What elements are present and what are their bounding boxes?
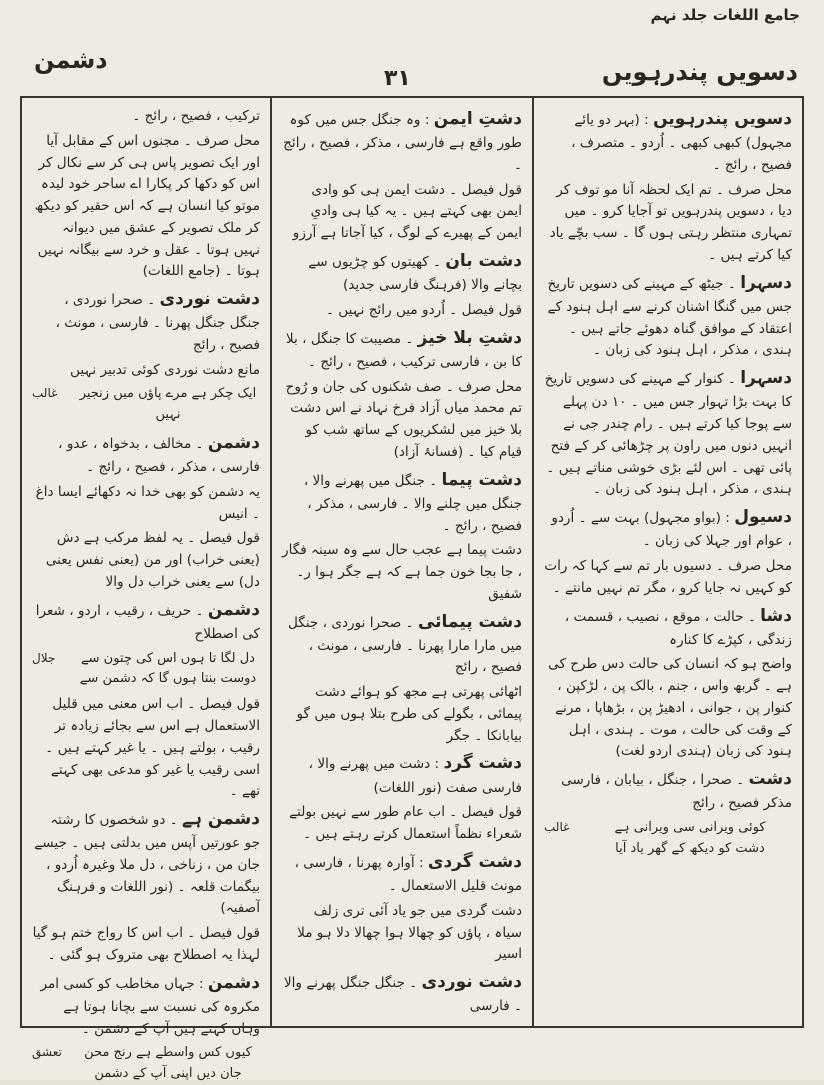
headword: دشت پیما: [441, 469, 522, 490]
body-paragraph: قول فیصل ۔ اب اس معنی میں قلیل الاستعمال ہے اس سے بجائے زیادہ تر رقیب ، بولتے ہیں ۔ یا غیر کہتے ہیں ۔ اسی رقیب یا غیر کو مدعی بھی کہتے تھے ۔: [45, 696, 260, 800]
dictionary-entry: [544, 270, 792, 362]
definition-text: ۔ کھیتوں کو چڑیوں سے بچانے والا (فرہنگ فارسی جدید): [308, 253, 522, 294]
body-paragraph: قول فیصل ۔ یہ لفظ مرکب ہے دش (یعنی خراب) اور من (یعنی نفس یعنی دل) سے یعنی خراب دل والا: [45, 530, 260, 590]
verse-line: ایک چکر ہے مرے پاؤں میں زنجیر نہیں: [79, 386, 257, 423]
body-paragraph: محل صرف ۔ صف شکنوں کی جان و رُوح تم محمد میاں آزاد فرخ نہاد نے اس دشت بلا خیز میں لشکریوں کے ساتھ شب کو قیام کیا ۔ (فسانۂ آزاد): [285, 378, 522, 460]
definition-text: ۔ صحرا نوردی ، جنگل جنگل پھرنا ۔ فارسی ، مونث ، فصیح ، رائج: [55, 292, 260, 353]
dictionary-entry: [282, 609, 522, 680]
column-right: [534, 98, 802, 1026]
verse-couplet: [32, 649, 260, 691]
dictionary-entry: [282, 325, 522, 374]
body-paragraph: مانع دشت نوردی کوئی تدبیر نہیں: [69, 361, 260, 378]
headword: دشمن: [207, 599, 260, 620]
definition-text: ۔ جیٹھ کے مہینے کی دسویں تاریخ جس میں گنگا اشنان کرنے سے اہل ہنود کے اعتقاد کے موافق گناہ دھوئے جاتے ہیں ۔ ہندی ، مذکر ، اہل ہنود کی زبان ۔: [547, 275, 792, 359]
dictionary-entry: [282, 750, 522, 799]
column-frame: [20, 96, 804, 1082]
definition-text: ۔ مصیبت کا جنگل ، بلا کا بن ، فارسی ترکیب ، فصیح ، رائج ۔: [285, 330, 522, 370]
headword: دشتِ بلا خیز: [417, 327, 522, 348]
headword: دشت پیمائی: [417, 611, 522, 632]
dictionary-entry: [32, 970, 260, 1041]
headword: دسہرا: [740, 272, 792, 293]
definition-text: ۔ حالت ، موقع ، نصیب ، قسمت ، زندگی ، کپڑے کا کنارہ: [564, 608, 792, 648]
definition-text: : وہ جنگل جس میں کوہ طور واقع ہے فارسی ، مذکر ، فصیح ، رائج ۔: [283, 112, 522, 173]
definition-text: ۔ صحرا نوردی ، جنگل میں مارا مارا پھرنا ۔ فارسی ، مونث ، فصیح ، رائج: [288, 614, 522, 676]
verse-line: دشت کو دیکھ کے گھر یاد آیا: [615, 840, 765, 856]
definition-text: ۔ صحرا ، جنگل ، بیابان ، فارسی مذکر فصیح ، رائج: [561, 772, 792, 812]
body-paragraph: محل صرف ۔ دسیوں بار تم سے کہا کہ رات کو کہیں نہ جایا کرو ، مگر تم نہیں مانتے ۔: [544, 558, 792, 596]
definition-text: ۔ جنگل جنگل پھرنے والا ۔ فارسی: [283, 975, 522, 1015]
headword: دشت نوردی: [159, 289, 260, 309]
headword: دشمن: [207, 972, 260, 993]
dictionary-entry: [544, 106, 792, 177]
definition-text: : (بہر دو یائے مجہول) کبھی کبھی ۔ اُردو ۔ متصرف ، فصیح ، رائج ۔: [571, 112, 792, 173]
definition-text: : دشت میں پھرنے والا ، فارسی صفت (نور اللغات): [308, 756, 522, 796]
definition-text: ۔ کنوار کے مہینے کی دسویں تاریخ کا بہت بڑا تہوار جس میں ۔ ۱۰ دن پہلے سے پوجا کیا کرتے ہیں ۔ رام چندر جی نے انہیں دنوں میں راون پر چڑھائی کر کے فتح پائی تھی ۔ اس لئے بڑی خوشی مناتے ہیں ۔ ہندی ، مذکر ، اہل ہنود کی زبان ۔: [544, 371, 792, 498]
verse-couplet: [544, 818, 792, 860]
body-paragraph: قول فیصل ۔ دشت ایمن ہی کو وادی ایمن بھی کہتے ہیں ۔ یہ کیا ہی وادیِ ایمن کے پھیرے کے لوگ ، کیا آجاتا ہے آرزو: [292, 181, 522, 242]
dictionary-entry: [282, 969, 522, 1018]
definition-text: ۔ دو شخصوں کا رشتہ جو عورتیں آپس میں بدلتی ہیں ۔ جیسے جان من ، زناخی ، دل ملا وغیرہ اُردو ، بیگمات قلعہ ۔ (نور اللغات و فرہنگ آصفیہ): [34, 812, 260, 917]
definition-text: ۔ حریف ، رقیب ، اردو ، شعرا کی اصطلاح: [35, 602, 260, 642]
definition-text: : (بواو مجہول) بہت سے ۔ اُردو ، عوام اور جہلا کی زبان ۔: [551, 510, 792, 550]
headword: دشت نوردی: [421, 972, 522, 993]
body-paragraph: قول فیصل ۔ اب اس کا رواج ختم ہو گیا لہذا یہ اصطلاح بھی متروک ہو گئی ۔: [32, 925, 260, 963]
verse-line: کوئی ویرانی سی ویرانی ہے: [614, 820, 766, 836]
verse-line: جان دیں اپنی آپ کے دشمن: [94, 1066, 242, 1082]
verse-line: دل لگا تا ہوں اس کی چتون سے: [81, 650, 255, 666]
definition-text: ۔ مخالف ، بدخواہ ، عدو ، فارسی ، مذکر ، فصیح ، رائج ۔: [58, 436, 260, 476]
headword: دشمن ہے: [182, 809, 260, 829]
headword: دشت گرد: [443, 753, 522, 774]
dictionary-entry: [282, 106, 522, 177]
guide-word-right: دسویں پندرہویں: [601, 58, 798, 86]
body-paragraph: واضح ہو کہ انسان کی حالت دس طرح کی ہے ۔ گربھ واس ، جنم ، بالک پن ، لڑکپن ، کنوار پن ، جوانی ، ادھیڑ پن ، بڑھاپا ، مرنے کے وقت کی حالت ، موت ۔ ہندی ، اہل ہنود کی زبان (ہندی اردو لغت): [548, 656, 792, 760]
verse-couplet: [32, 1043, 260, 1085]
dictionary-entry: [544, 504, 792, 553]
headword: دسیول: [734, 507, 792, 528]
headword: دشمن: [207, 433, 260, 454]
headword: دسویں پندرہویں: [653, 109, 792, 129]
running-head: جامع اللغات جلد نہم: [650, 6, 800, 24]
poet-name: جلال: [32, 650, 56, 665]
body-paragraph: ترکیب ، فصیح ، رائج ۔: [132, 108, 260, 124]
verse-line: کیوں کس واسطے ہے رنج محن: [84, 1045, 252, 1061]
guide-word-left: دشمن: [34, 46, 108, 74]
headword: دشت بان: [445, 250, 522, 271]
page-number: ۳۱: [384, 66, 411, 91]
definition-text: ۔ جنگل میں پھرنے والا ، جنگل میں چلنے والا ۔ فارسی ، مذکر ، فصیح ، رائج ۔: [303, 472, 522, 534]
body-paragraph: دشت گردی میں جو یاد آئی تری زلف سیاہ ، پاؤں کو چھالا ہوا چھالا دلا ہو ملا اسیر: [297, 902, 522, 963]
body-paragraph: قول فیصل ۔ اُردو میں رائج نہیں ۔: [325, 301, 522, 318]
body-paragraph: اٹھائی پھرتی ہے مجھ کو ہوائے دشت پیمائی ، بگولے کی طرح بتلا ہوں میں گو بیابانکا ۔ جگر: [296, 684, 522, 744]
body-paragraph: محل صرف ۔ تم ایک لحظہ آنا مو توف کر دیا ، دسویں پندرہویں تو آجایا کرو ۔ میں تمہاری منتظر رہتی ہوں گا ۔ سب بچّے یاد کیا کرتے ہیں ۔: [549, 181, 792, 263]
body-paragraph: قول فیصل ۔ اب عام طور سے نہیں بولتے شعراء نظماً استعمال کرتے رہتے ہیں ۔: [289, 804, 522, 843]
headword: دشت گردی: [427, 851, 522, 872]
headword: دشتِ ایمن: [433, 109, 522, 129]
column-left: [22, 98, 272, 1082]
dictionary-entry: [282, 248, 522, 297]
column-middle: [272, 98, 534, 1026]
dictionary-entry: [544, 365, 792, 501]
definition-text: : جہاں مخاطب کو کسی امر مکروہ کی نسبت سے بچانا ہوتا ہے وہاں کہتے ہیں آپ کے دشمن ۔: [40, 975, 260, 1037]
body-paragraph: دشت پیما ہے عجب حال سے وہ سینہ فگار ، جا بجا خون جما ہے کہ ہے جگر ہوا ر۔ شفیق: [282, 542, 522, 602]
body-paragraph: یہ دشمن کو بھی خدا نہ دکھائے ایسا داغ ۔ انیس: [35, 483, 260, 522]
dictionary-entry: [544, 603, 792, 652]
poet-name: غالب: [32, 386, 58, 401]
headword: دشا: [760, 605, 792, 626]
poet-name: تعشق: [32, 1045, 62, 1060]
headword: دشت: [748, 769, 792, 790]
dictionary-entry: [544, 766, 792, 815]
dictionary-entry: [32, 597, 260, 646]
dictionary-entry: [32, 430, 260, 479]
dictionary-entry: [32, 806, 260, 920]
verse-couplet: [32, 384, 260, 426]
body-paragraph: محل صرف ۔ مجنوں اس کے مقابل آیا اور ایک تصویر پاس ہی کر سے نکال کر اس کو دکھا کر پکارا اے ساحر خود لیدہ موتو کیا انسان ہے کہ اس حقیر کو دیکھ کر ملک تصویر کے عشق میں دیوانہ نہیں ہوتا ۔ عقل و خرد سے بیگانہ نہیں ہوتا ۔ (جامع اللغات): [34, 132, 260, 280]
dictionary-entry: [282, 849, 522, 898]
definition-text: : آوارہ پھرنا ، فارسی ، مونث قلیل الاستعمال ۔: [294, 854, 522, 895]
dictionary-entry: [282, 467, 522, 538]
poet-name: غالب: [544, 820, 570, 835]
verse-line: دوست بنتا ہوں گا کہ دشمن سے: [79, 671, 257, 687]
headword: دسہرا: [740, 368, 792, 389]
dictionary-entry: [32, 286, 260, 357]
